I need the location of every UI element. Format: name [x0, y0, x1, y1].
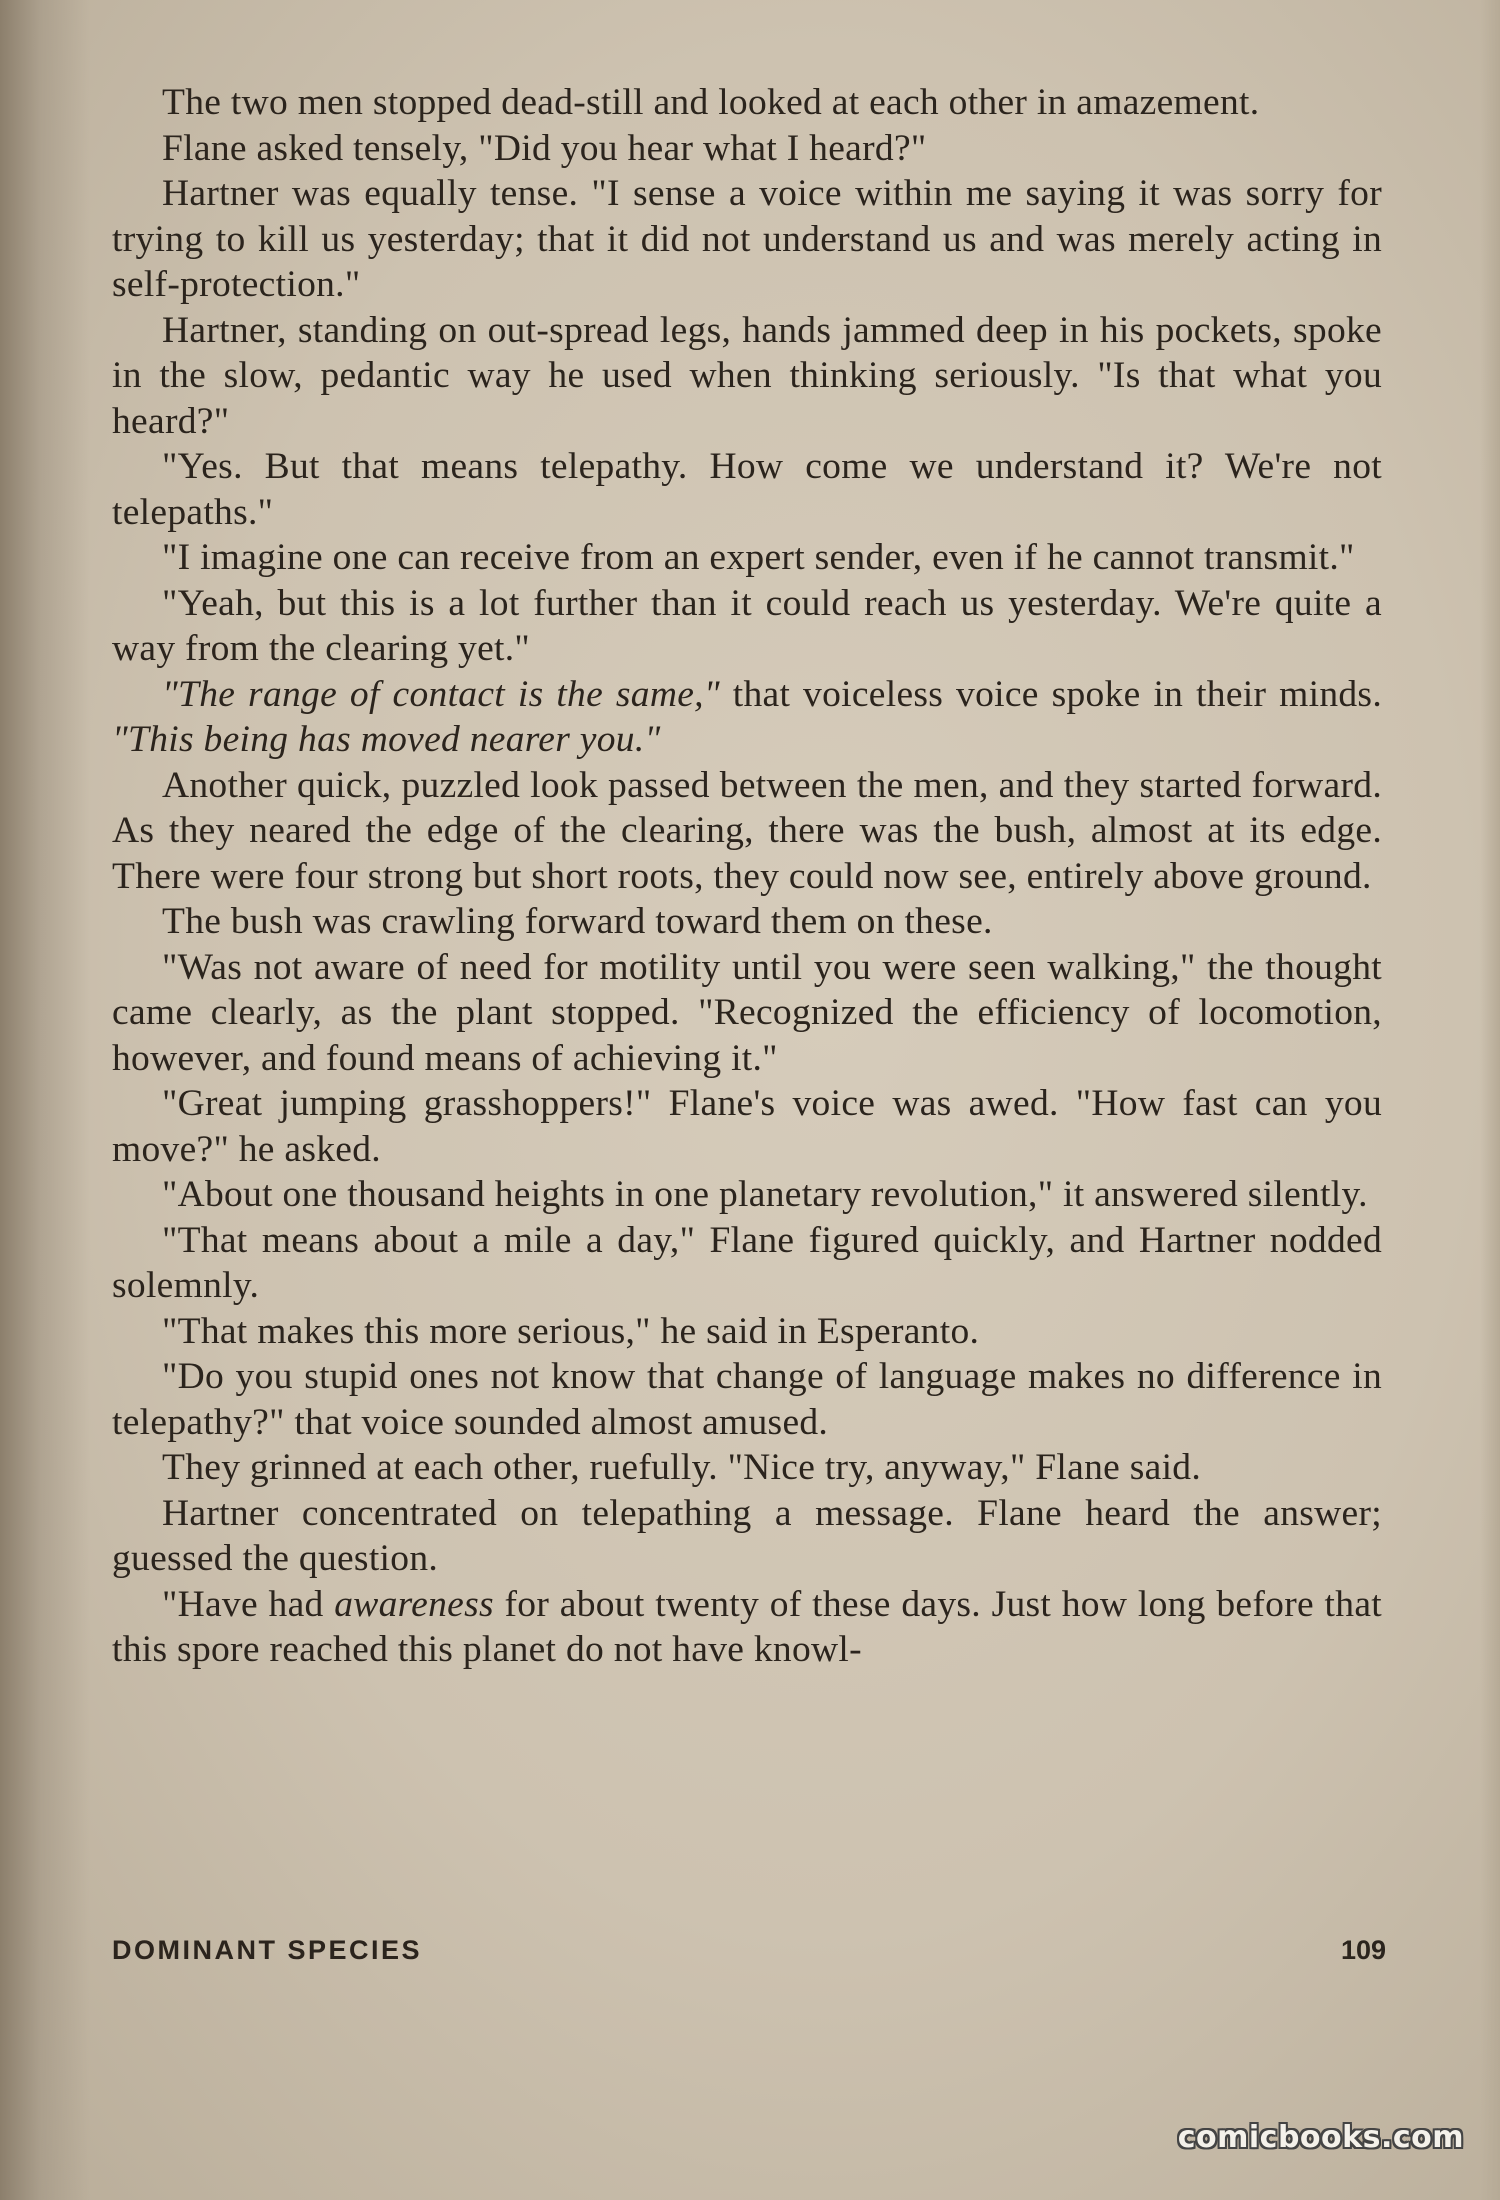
- paragraph: Hartner concentrated on telepathing a message. Flane heard the answer; guessed the question.: [112, 1492, 1382, 1579]
- paragraph: "I imagine one can receive from an expert sender, even if he cannot transmit.": [162, 537, 1355, 578]
- paragraph: The two men stopped dead-still and looked at each other in amazement.: [162, 82, 1260, 123]
- paragraph: "Great jumping grasshoppers!" Flane's voice was awed. "How fast can you move?" he asked.: [112, 1083, 1382, 1170]
- italic-text: "The range of contact is the same,": [162, 673, 720, 715]
- body-text: [112, 80, 1382, 1673]
- italic-text: awareness: [334, 1583, 494, 1625]
- roman-text: for about twenty of these days. Just how long before that this spore reached this planet do not have knowl-: [112, 1583, 1382, 1670]
- paragraph: Another quick, puzzled look passed between the men, and they started forward. As they neared the edge of the clearing, there was the bush, almost at its edge. There were four strong but short roots, they could now see, entirely above ground.: [112, 764, 1382, 897]
- paragraph: "That means about a mile a day," Flane figured quickly, and Hartner nodded solemnly.: [112, 1219, 1382, 1306]
- paragraph-with-italics: [112, 672, 1382, 763]
- paragraph: "Do you stupid ones not know that change of language makes no difference in telepathy?" that voice sounded almost amused.: [112, 1356, 1382, 1443]
- paragraph: "That makes this more serious," he said in Esperanto.: [162, 1310, 980, 1352]
- page-gutter-shadow: [0, 0, 90, 2200]
- paragraph: "Was not aware of need for motility until you were seen walking," the thought came clearly, as the plant stopped. "Recognized the efficiency of locomotion, however, and found means of achieving it.": [112, 946, 1382, 1079]
- paragraph: "Yes. But that means telepathy. How come we understand it? We're not telepaths.": [112, 446, 1382, 533]
- paragraph: Hartner, standing on out-spread legs, hands jammed deep in his pockets, spoke in the slow, pedantic way he used when thinking seriously. "Is that what you heard?": [112, 309, 1382, 442]
- page-footer: [112, 1935, 1386, 1975]
- running-title: DOMINANT SPECIES: [112, 1935, 423, 1965]
- paragraph: The bush was crawling forward toward them on these.: [162, 901, 993, 942]
- roman-text: that voiceless voice spoke in their minds.: [719, 673, 1383, 715]
- paragraph: "Yeah, but this is a lot further than it could reach us yesterday. We're quite a way from the clearing yet.": [112, 582, 1382, 669]
- page-edge-shadow: [1480, 0, 1500, 2200]
- italic-text: "This being has moved nearer you.": [112, 719, 661, 760]
- roman-text: "Have had: [162, 1583, 335, 1625]
- watermark-logo: comicbooks.com: [1177, 2120, 1464, 2155]
- paragraph: Flane asked tensely, "Did you hear what I heard?": [162, 127, 927, 169]
- paragraph: Hartner was equally tense. "I sense a voice within me saying it was sorry for trying to kill us yesterday; that it did not understand us and was merely acting in self-protection.": [112, 173, 1382, 305]
- paragraph-with-italics: [112, 1582, 1382, 1673]
- paragraph: They grinned at each other, ruefully. "Nice try, anyway," Flane said.: [162, 1447, 1202, 1488]
- page-number: 109: [1340, 1935, 1386, 1965]
- paragraph: "About one thousand heights in one planetary revolution," it answered silently.: [162, 1174, 1368, 1215]
